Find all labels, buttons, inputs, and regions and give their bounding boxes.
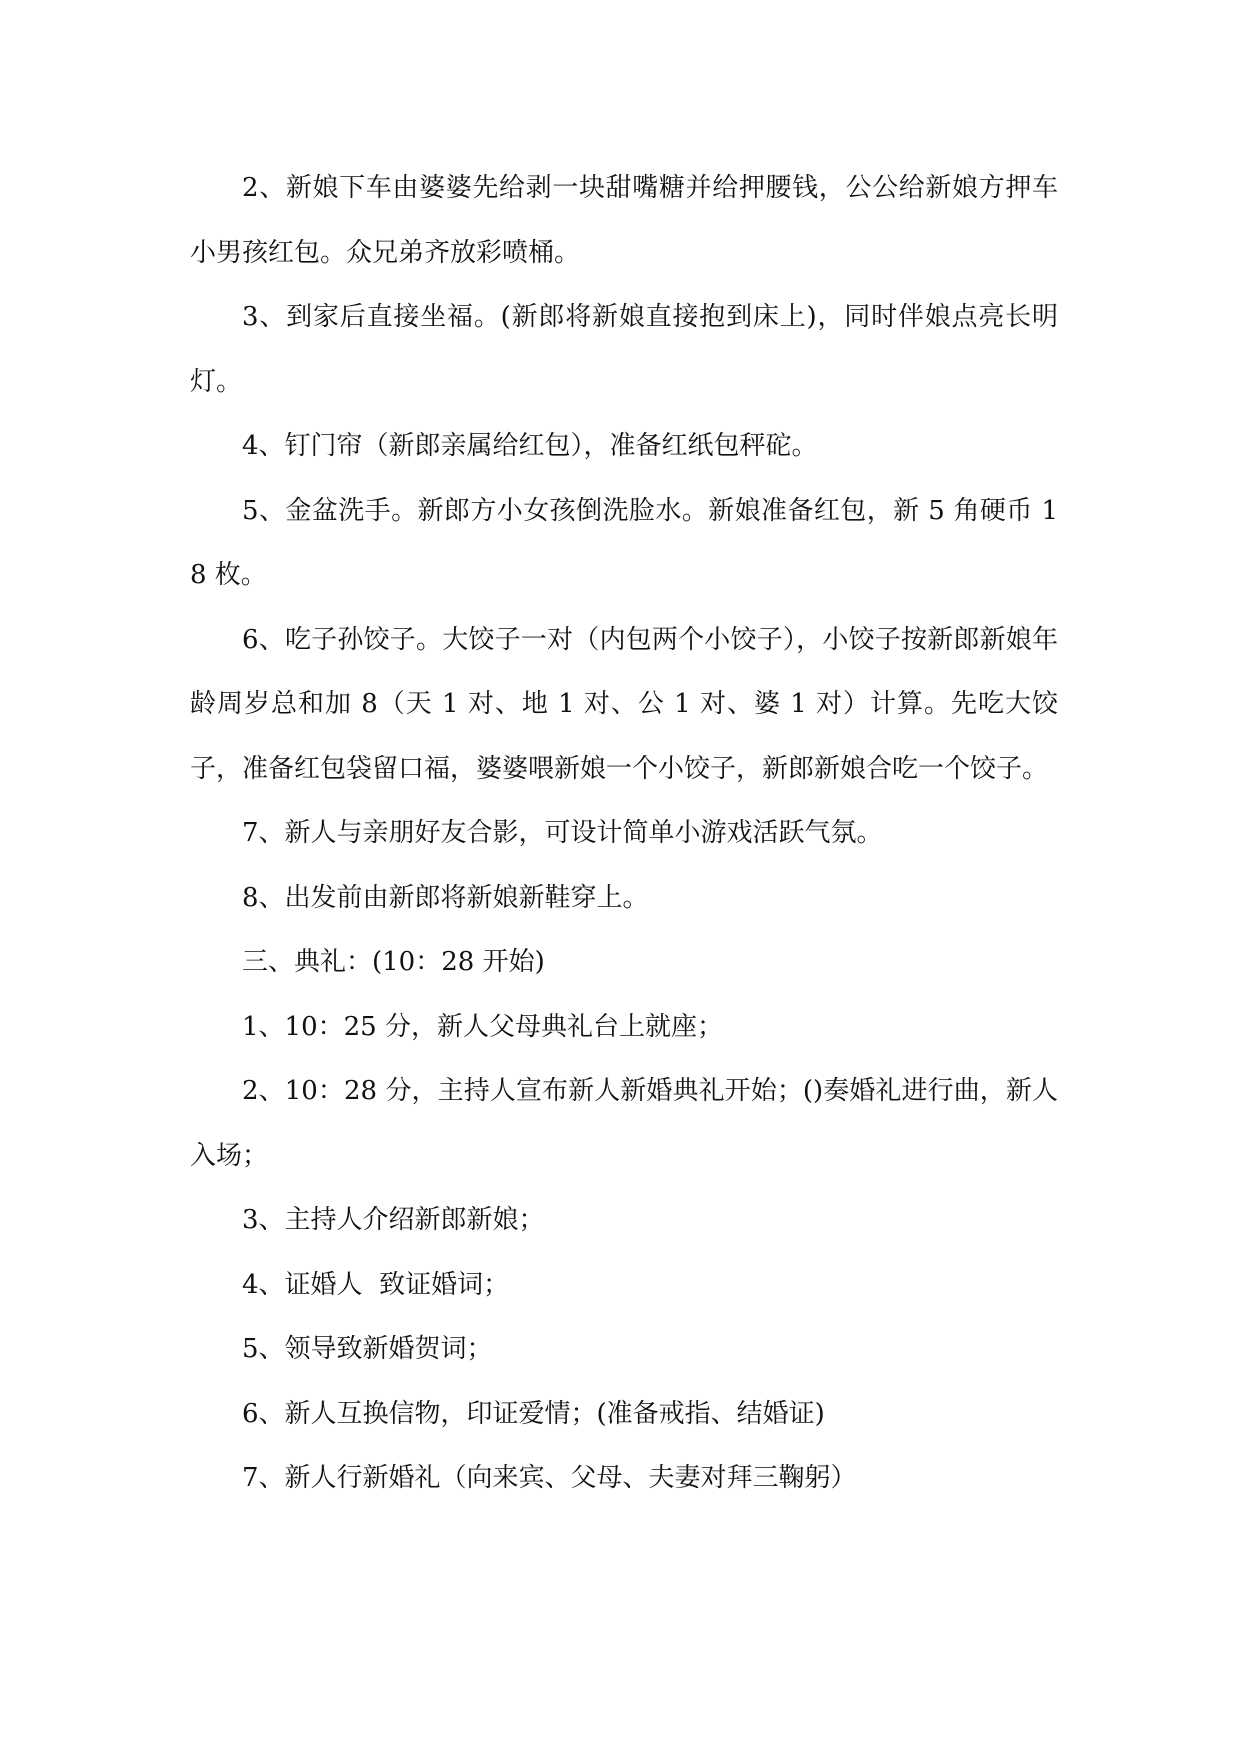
- paragraph-leader-speech: 5、领导致新婚贺词；: [242, 1334, 493, 1364]
- paragraph-bow-ceremony: 7、新人行新婚礼（向来宾、父母、夫妻对拜三鞠躬）: [242, 1463, 857, 1493]
- paragraph-sit-fortune: 3、到家后直接坐福。(新郎将新娘直接抱到床上)，同时伴娘点亮长明灯。: [190, 302, 1058, 397]
- paragraph-ceremony-start: 2、10：28 分，主持人宣布新人新婚典礼开始；()奏婚礼进行曲，新人入场；: [190, 1076, 1058, 1171]
- paragraph-witness-speech: 4、证婚人 致证婚词；: [242, 1269, 510, 1300]
- paragraph-wash-hands: 5、金盆洗手。新郎方小女孩倒洗脸水。新娘准备红包，新 5 角硬币 18 枚。: [190, 495, 1058, 590]
- paragraph-parents-seated: 1、10：25 分，新人父母典礼台上就座；: [242, 1011, 723, 1042]
- paragraph-door-curtain: 4、钉门帘（新郎亲属给红包），准备红纸包秤砣。: [242, 431, 818, 461]
- paragraph-group-photo: 7、新人与亲朋好友合影，可设计简单小游戏活跃气氛。: [242, 818, 883, 848]
- document-body: [190, 156, 1058, 1511]
- paragraph-new-shoes: 8、出发前由新郎将新娘新鞋穿上。: [242, 882, 649, 913]
- section-heading-ceremony: 三、典礼：(10：28 开始): [242, 947, 545, 977]
- paragraph-dumplings: 6、吃子孙饺子。大饺子一对（内包两个小饺子），小饺子按新郎新娘年龄周岁总和加 8（天 1 对、地 1 对、公 1 对、婆 1 对）计算。先吃大饺子，准备红包袋留口福，婆婆喂新娘一个小饺子，新郎新娘合吃一个饺子。: [190, 624, 1058, 784]
- paragraph-exchange-tokens: 6、新人互换信物，印证爱情；(准备戒指、结婚证): [242, 1398, 825, 1429]
- paragraph-introduce-couple: 3、主持人介绍新郎新娘；: [242, 1205, 545, 1235]
- paragraph-bride-arrival: 2、新娘下车由婆婆先给剥一块甜嘴糖并给押腰钱，公公给新娘方押车小男孩红包。众兄弟齐放彩喷桶。: [190, 173, 1058, 268]
